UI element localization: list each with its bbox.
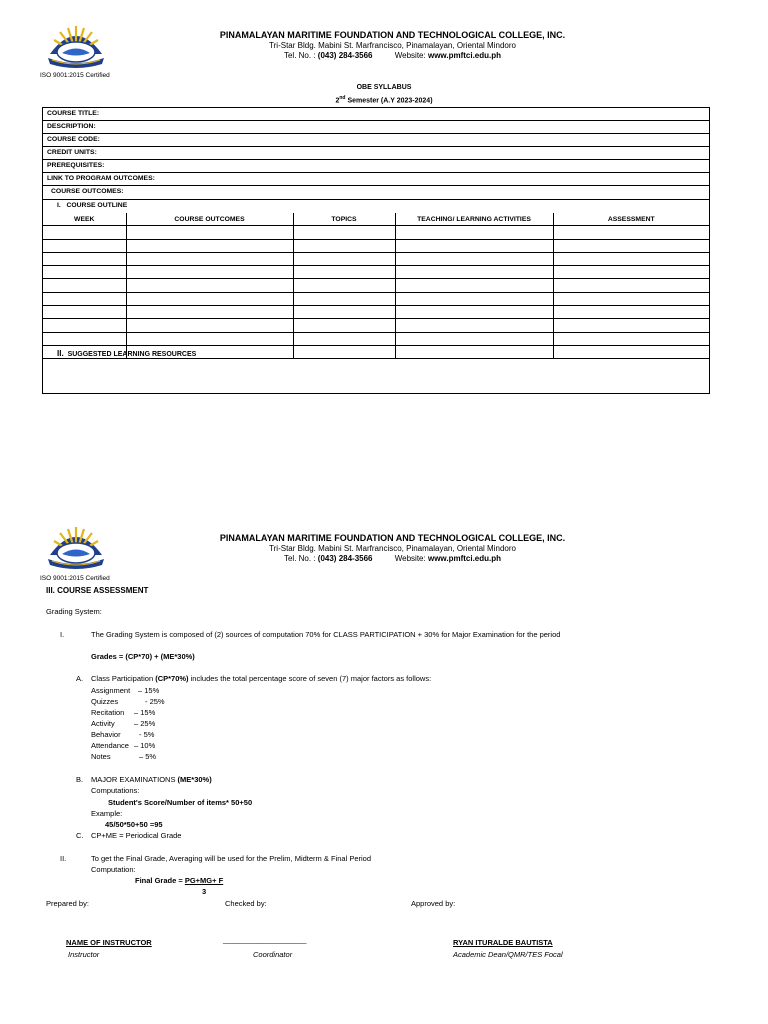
final-grade-label: Final Grade = <box>135 876 183 885</box>
factor-name: Recitation <box>91 708 125 717</box>
class-participation-weight: (CP*70%) <box>155 674 189 683</box>
field-credit-units: CREDIT UNITS: <box>43 147 709 160</box>
school-address: Tri-Star Bldg. Mabini St. Marfrancisco, Pinamalayan, Oriental Mindoro <box>269 41 516 50</box>
tel-label: Tel. No. : <box>283 554 316 563</box>
course-outline-roman: I. <box>57 202 61 209</box>
table-row <box>43 252 709 265</box>
table-row <box>43 306 709 319</box>
dean-role: Academic Dean/QMR/TES Focal <box>453 950 563 959</box>
iso-label: ISO 9001:2015 Certified <box>40 575 110 582</box>
item1-text: The Grading System is composed of (2) sources of computation 70% for CLASS PARTICIPATION + 30% for Major Examination for the period <box>91 630 561 639</box>
syllabus-title: OBE SYLLABUS <box>356 84 412 91</box>
dean-name: RYAN ITURALDE BAUTISTA <box>453 938 553 947</box>
tel-value: (043) 284-3566 <box>317 51 373 60</box>
school-name: PINAMALAYAN MARITIME FOUNDATION AND TECHNOLOGICAL COLLEGE, INC. <box>219 533 566 543</box>
field-prerequisites: PREREQUISITES: <box>43 160 709 173</box>
final-grade-formula <box>135 876 223 885</box>
tel-label: Tel. No. : <box>283 51 316 60</box>
grid-header-row <box>43 213 709 226</box>
grade-formula: Grades = (CP*70) + (ME*30%) <box>91 652 195 661</box>
major-exam-line <box>91 775 212 784</box>
item2-number: II. <box>60 854 67 863</box>
factor-name: Behavior <box>91 730 121 739</box>
learning-resources-heading <box>57 349 196 358</box>
computations-label: Computations: <box>91 786 140 795</box>
periodical-grade-text: CP+ME = Periodical Grade <box>91 831 182 840</box>
prepared-by-label: Prepared by: <box>46 899 89 908</box>
field-course-outcomes: COURSE OUTCOMES: <box>43 186 709 200</box>
factor-value: - 25% <box>145 697 165 706</box>
website-value: www.pmftci.edu.ph <box>427 554 502 563</box>
field-description: DESCRIPTION: <box>43 121 709 134</box>
factor-value: – 10% <box>134 741 156 750</box>
school-logo <box>46 525 106 571</box>
website-label: Website: <box>394 51 426 60</box>
field-course-title: COURSE TITLE: <box>43 108 709 121</box>
coordinator-signature-line: ____________________ <box>223 935 307 944</box>
grading-system-label: Grading System: <box>46 607 102 616</box>
major-exam-text: MAJOR EXAMINATIONS <box>91 775 176 784</box>
semester-line <box>0 95 768 104</box>
school-header <box>160 30 625 60</box>
table-row <box>43 319 709 332</box>
table-row <box>43 332 709 345</box>
instructor-name: NAME OF INSTRUCTOR <box>66 938 152 947</box>
class-participation-desc: includes the total percentage score of seven (7) major factors as follows: <box>190 674 432 683</box>
semester-text: Semester (A.Y 2023-2024) <box>347 97 433 105</box>
item2-text: To get the Final Grade, Averaging will be used for the Prelim, Midterm & Final Period <box>91 854 371 863</box>
factor-name: Notes <box>91 752 111 761</box>
syllabus-table <box>42 107 710 394</box>
table-row <box>43 226 709 239</box>
table-row <box>43 279 709 292</box>
example-value: 45/50*50+50 =95 <box>105 820 163 829</box>
course-outline-grid <box>43 213 709 359</box>
class-participation-line <box>91 674 431 683</box>
table-row <box>43 266 709 279</box>
factor-value: – 15% <box>138 686 160 695</box>
factor-item <box>91 730 154 739</box>
factor-item <box>91 719 155 728</box>
col-week: WEEK <box>43 213 126 226</box>
course-outline-heading <box>43 200 709 213</box>
factor-item <box>91 686 159 695</box>
factor-value: - 5% <box>139 730 155 739</box>
major-exam-weight: (ME*30%) <box>177 775 212 784</box>
website-value: www.pmftci.edu.ph <box>427 51 502 60</box>
table-row <box>43 292 709 305</box>
school-name: PINAMALAYAN MARITIME FOUNDATION AND TECHNOLOGICAL COLLEGE, INC. <box>219 30 566 40</box>
course-outline-label: COURSE OUTLINE <box>66 202 128 209</box>
factor-item <box>91 708 155 717</box>
factor-value: – 25% <box>134 719 156 728</box>
final-grade-numerator: PG+MG+ F <box>184 876 224 885</box>
item-a-label: A. <box>76 674 84 683</box>
table-row <box>43 239 709 252</box>
contact-line <box>160 554 625 563</box>
final-grade-denominator: 3 <box>202 887 207 896</box>
factor-name: Assignment <box>91 686 131 695</box>
factor-value: – 15% <box>134 708 156 717</box>
learning-resources-label: SUGGESTED LEARNING RESOURCES <box>67 351 197 358</box>
factor-name: Activity <box>91 719 115 728</box>
school-address: Tri-Star Bldg. Mabini St. Marfrancisco, Pinamalayan, Oriental Mindoro <box>269 544 516 553</box>
learning-resources-roman: II. <box>57 349 64 358</box>
contact-line <box>160 51 625 60</box>
class-participation-text: Class Participation <box>91 674 154 683</box>
semester-number: 2 <box>335 97 340 105</box>
iso-label: ISO 9001:2015 Certified <box>40 72 110 79</box>
tel-value: (043) 284-3566 <box>317 554 373 563</box>
approved-by-label: Approved by: <box>411 899 456 908</box>
col-activities: TEACHING/ LEARNING ACTIVITIES <box>395 213 553 226</box>
field-program-outcomes: LINK TO PROGRAM OUTCOMES: <box>43 173 709 186</box>
item-c-label: C. <box>76 831 84 840</box>
semester-suffix: nd <box>339 95 346 101</box>
factor-item <box>91 741 155 750</box>
course-assessment-heading: III. COURSE ASSESSMENT <box>46 586 149 595</box>
school-header <box>160 533 625 563</box>
col-assessment: ASSESSMENT <box>553 213 709 226</box>
website-label: Website: <box>394 554 426 563</box>
field-course-code: COURSE CODE: <box>43 134 709 147</box>
item1-number: I. <box>60 630 65 639</box>
col-course-outcomes: COURSE OUTCOMES <box>126 213 293 226</box>
computation2-label: Computation: <box>91 865 136 874</box>
example-label: Example: <box>91 809 123 818</box>
checked-by-label: Checked by: <box>225 899 267 908</box>
factor-item <box>91 752 156 761</box>
factor-name: Attendance <box>91 741 129 750</box>
item-b-label: B. <box>76 775 84 784</box>
factor-value: – 5% <box>139 752 157 761</box>
school-logo <box>46 24 106 70</box>
factor-name: Quizzes <box>91 697 119 706</box>
coordinator-role: Coordinator <box>253 950 293 959</box>
computation-formula: Student's Score/Number of items* 50+50 <box>108 798 253 807</box>
instructor-role: Instructor <box>68 950 100 959</box>
col-topics: TOPICS <box>293 213 395 226</box>
factor-item <box>91 697 165 706</box>
